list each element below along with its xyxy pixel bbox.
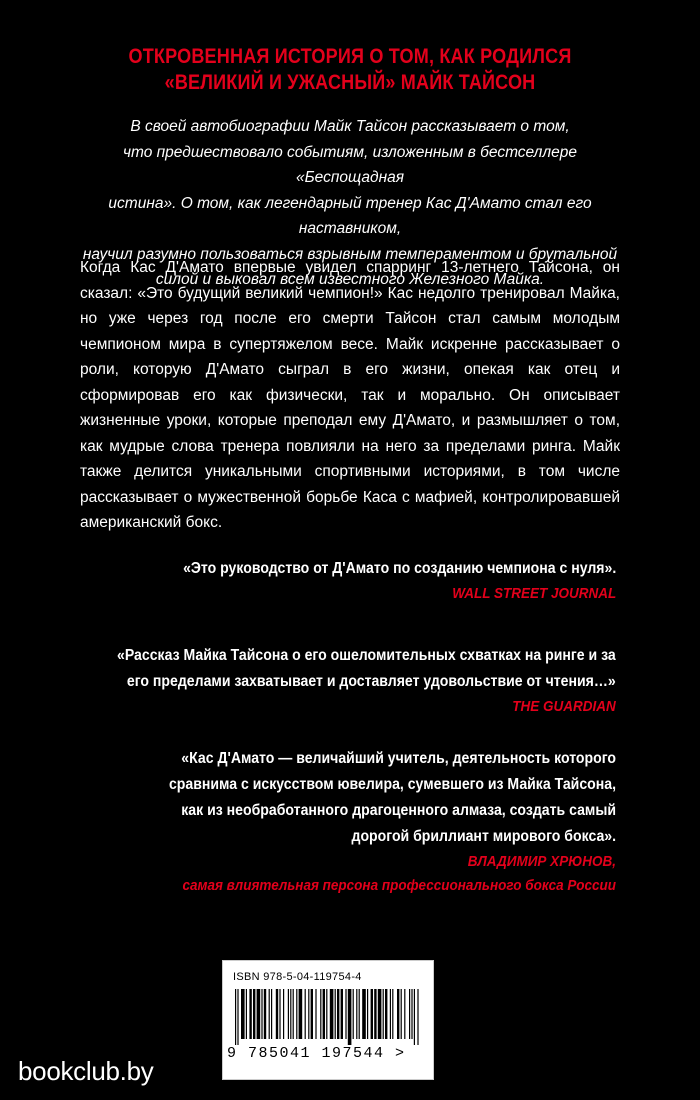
body-paragraph: Когда Кас Д'Амато впервые увидел спарринг 13-летнего Тайсона, он сказал: «Это будущий великий чемпион!» Кас недолго тренировал Майка, но уже через год после его смерти Тайсон стал самым молодым чемпионом мира в супертяжелом весе. Майк искренне рассказывает о роли, которую Д'Амато сыграл в его жизни, опекая как отец и сформировав его как физически, так и морально. Он описывает жизненные уроки, которые преподал ему Д'Амато, и размышляет о том, как мудрые слова тренера повлияли на него за пределами ринга. Майк также делится уникальными спортивными историями, в том числе рассказывает о мужественной борьбе Каса с мафией, контролировавшей американский бокс. <box>80 259 620 531</box>
barcode-bar <box>323 989 325 1039</box>
barcode-bar <box>235 989 236 1045</box>
barcode-bar <box>296 989 297 1039</box>
barcode-bar <box>320 989 321 1039</box>
barcode-bar <box>409 989 410 1039</box>
barcode-bar <box>411 989 412 1039</box>
headline <box>101 44 600 96</box>
barcode-bar <box>279 989 280 1039</box>
quote-text: «Кас Д'Амато — величайший учитель, деятельность которого <box>181 750 616 767</box>
headline-line-2: «ВЕЛИКИЙ И УЖАСНЫЙ» МАЙК ТАЙСОН <box>164 71 536 94</box>
barcode-bar <box>348 989 352 1045</box>
barcode-bar <box>390 989 391 1039</box>
quote-text: дорогой бриллиант мирового бокса». <box>351 828 616 845</box>
barcode-bar <box>249 989 251 1039</box>
barcode-bar <box>269 989 270 1039</box>
barcode-bar <box>246 989 247 1039</box>
barcode-bar <box>359 989 360 1039</box>
barcode-bar <box>311 989 313 1039</box>
barcode-bar <box>271 989 272 1039</box>
quote-source-description: самая влиятельная персона профессионального бокса России <box>182 877 616 894</box>
barcode-bar <box>378 989 382 1039</box>
barcode-bar <box>371 989 373 1039</box>
quote-text: «Рассказ Майка Тайсона о его ошеломительных схватках на ринге и за <box>117 647 616 664</box>
isbn-label: ISBN 978-5-04-119754-4 <box>233 971 362 983</box>
barcode-bar <box>264 989 266 1039</box>
barcode-bar <box>353 989 354 1039</box>
isbn-barcode-box <box>222 960 434 1080</box>
barcode-bar <box>261 989 262 1039</box>
quote-khryunov <box>108 746 616 898</box>
intro-line: научил разумно пользоваться взрывным темпераментом и брутальной <box>82 245 618 263</box>
barcode-bar <box>383 989 384 1039</box>
quote-text: «Это руководство от Д'Амато по созданию чемпиона с нуля». <box>182 560 616 577</box>
quote-text: его пределами захватывает и доставляет удовольствие от чтения…» <box>127 673 617 690</box>
barcode-bar <box>330 989 334 1039</box>
barcode-bar <box>367 989 368 1039</box>
barcode-bar <box>308 989 309 1039</box>
barcode-bar <box>374 989 376 1039</box>
barcode-graphic <box>233 989 423 1045</box>
barcode-bar <box>385 989 387 1039</box>
barcode-bar <box>337 989 339 1039</box>
site-watermark: bookclub.by <box>18 1056 154 1086</box>
quote-source: THE GUARDIAN <box>512 698 616 715</box>
barcode-bar <box>414 989 415 1045</box>
barcode-bar <box>335 989 336 1039</box>
quote-source: ВЛАДИМИР ХРЮНОВ, <box>467 853 616 870</box>
barcode-bar <box>283 989 284 1039</box>
barcode-bar <box>345 989 346 1039</box>
intro-line: истина». О том, как легендарный тренер Кас Д'Амато стал его наставником, <box>108 194 592 237</box>
barcode-bar <box>315 989 316 1039</box>
barcode-bar <box>257 989 261 1039</box>
barcode-bar <box>362 989 366 1039</box>
barcode-bar <box>341 989 343 1039</box>
barcode-bar <box>401 989 402 1039</box>
quote-source: WALL STREET JOURNAL <box>451 585 616 602</box>
barcode-bar <box>397 989 399 1039</box>
barcode-bar <box>299 989 303 1039</box>
barcode-bar <box>288 989 289 1039</box>
barcode-bar <box>305 989 306 1039</box>
barcode-bar <box>293 989 294 1039</box>
intro-line: силой и выковал всем известного Железного Майка. <box>155 271 545 288</box>
quote-wsj <box>124 556 616 606</box>
barcode-bar <box>253 989 255 1039</box>
quote-guardian <box>49 643 616 719</box>
quote-text: как из необработанного драгоценного алмаза, создать самый <box>181 802 616 819</box>
intro-line: что предшествовало событиям, изложенным в бестселлере «Беспощадная <box>122 143 578 186</box>
barcode-bar <box>404 989 405 1039</box>
barcode-bar <box>417 989 418 1045</box>
barcode-bar <box>326 989 327 1039</box>
barcode-bar <box>241 989 245 1039</box>
barcode-bar <box>276 989 278 1039</box>
barcode-bar <box>237 989 238 1045</box>
barcode-bar <box>290 989 291 1039</box>
quote-text: сравнима с искусством ювелира, сумевшего из Майка Тайсона, <box>168 776 616 793</box>
isbn-digits: 9 785041 197544 > <box>227 1045 406 1062</box>
intro-line: В своей автобиографии Майк Тайсон рассказывает о том, <box>130 118 570 135</box>
barcode-bar <box>356 989 357 1039</box>
headline-line-1: ОТКРОВЕННАЯ ИСТОРИЯ О ТОМ, КАК РОДИЛСЯ <box>128 45 572 68</box>
barcode-bar <box>392 989 393 1039</box>
